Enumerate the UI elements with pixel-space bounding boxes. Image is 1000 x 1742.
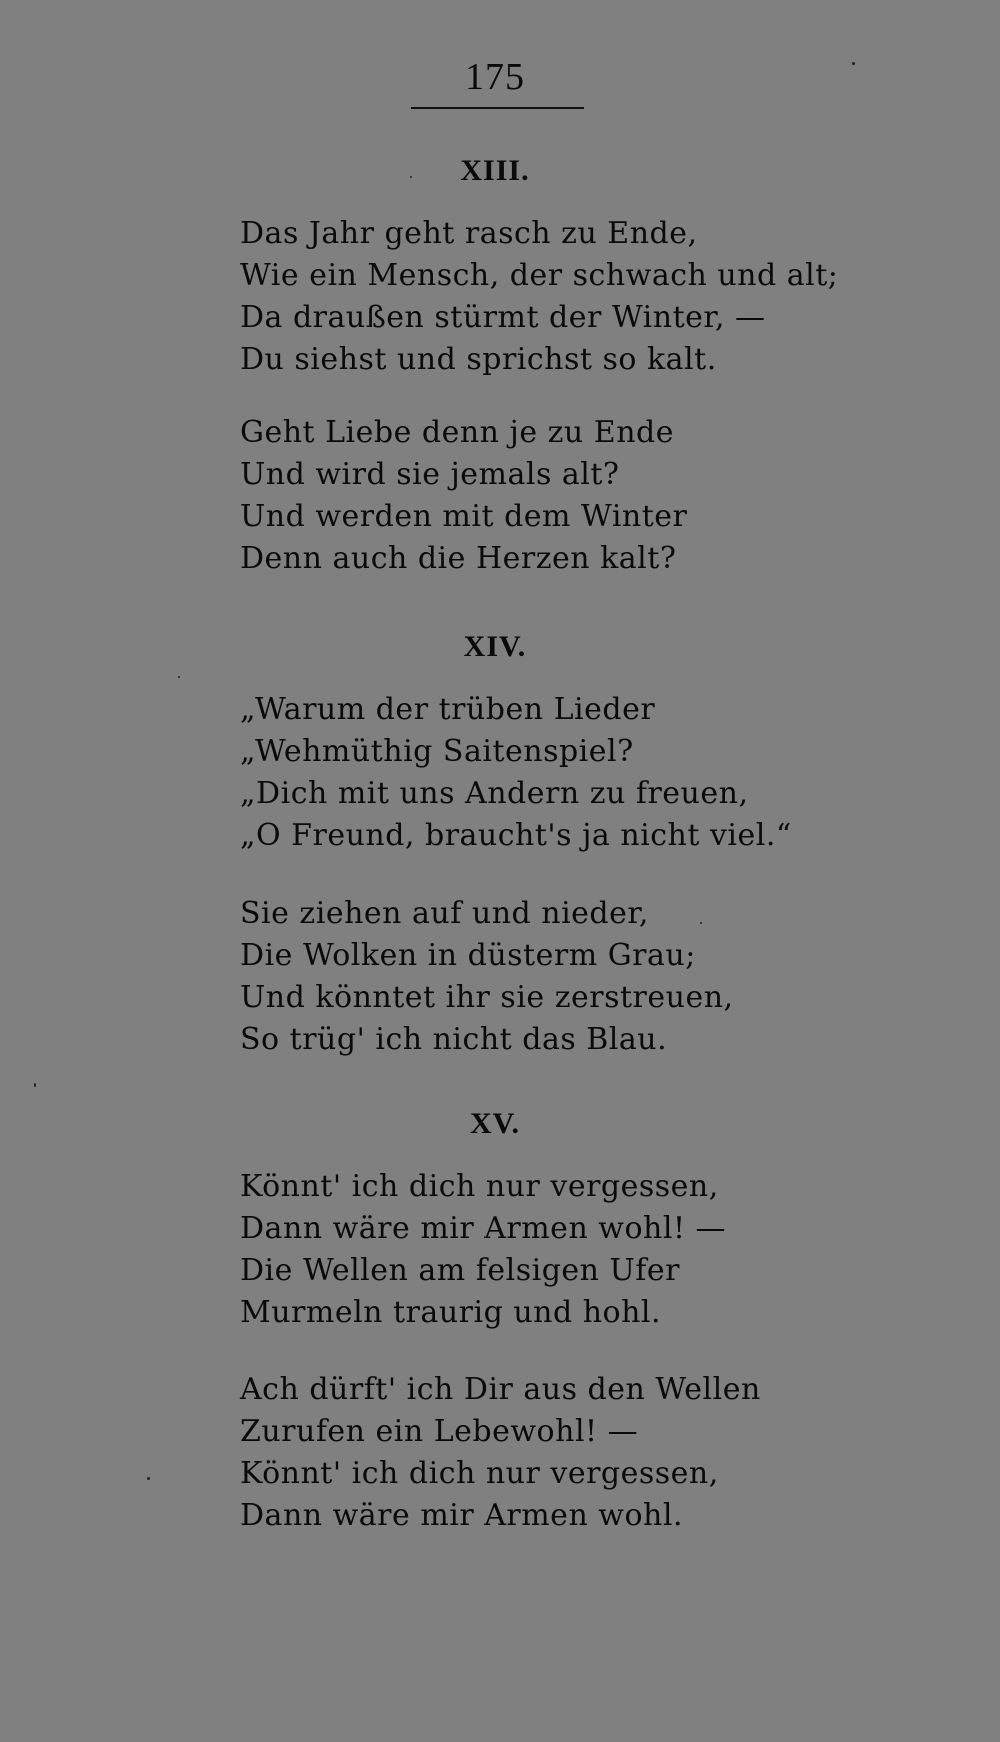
scan-speck <box>700 922 702 924</box>
stanza-xiii-1 <box>240 213 838 381</box>
stanza-xiv-1 <box>240 689 792 857</box>
section-heading-xv: XV. <box>470 1107 520 1140</box>
verse-line: Zurufen ein Lebewohl! — <box>240 1414 639 1449</box>
verse-line: Denn auch die Herzen kalt? <box>240 541 677 576</box>
page-number: 175 <box>465 56 525 98</box>
section-heading-xiv: XIV. <box>463 630 527 663</box>
stanza-xv-2 <box>240 1369 761 1537</box>
verse-line: Da draußen stürmt der Winter, — <box>240 300 766 335</box>
verse-line: Du siehst und sprichst so kalt. <box>240 342 717 377</box>
verse-line: „O Freund, braucht's ja nicht viel.“ <box>240 818 792 853</box>
verse-line: Geht Liebe denn je zu Ende <box>240 415 674 450</box>
scan-speck <box>410 176 412 178</box>
verse-line: „Warum der trüben Lieder <box>240 692 656 727</box>
verse-line: Wie ein Mensch, der schwach und alt; <box>240 258 839 293</box>
verse-line: Und könntet ihr sie zerstreuen, <box>240 980 734 1015</box>
verse-line: Könnt' ich dich nur vergessen, <box>240 1169 719 1204</box>
scan-speck <box>147 1477 150 1480</box>
verse-line: So trüg' ich nicht das Blau. <box>240 1022 668 1057</box>
stanza-xv-1 <box>240 1166 726 1334</box>
verse-line: Die Wellen am felsigen Ufer <box>240 1253 680 1288</box>
verse-line: Und werden mit dem Winter <box>240 499 688 534</box>
verse-line: Ach dürft' ich Dir aus den Wellen <box>240 1372 761 1407</box>
scan-speck <box>34 1083 36 1087</box>
verse-line: Dann wäre mir Armen wohl! — <box>240 1211 727 1246</box>
verse-line: Und wird sie jemals alt? <box>240 457 620 492</box>
verse-line: Murmeln traurig und hohl. <box>240 1295 662 1330</box>
verse-line: Die Wolken in düsterm Grau; <box>240 938 696 973</box>
verse-line: Das Jahr geht rasch zu Ende, <box>240 216 698 251</box>
stanza-xiii-2 <box>240 412 687 580</box>
scan-speck <box>852 62 855 65</box>
verse-line: Dann wäre mir Armen wohl. <box>240 1498 683 1533</box>
verse-line: „Dich mit uns Andern zu freuen, <box>240 776 749 811</box>
header-rule <box>411 107 584 109</box>
verse-line: Könnt' ich dich nur vergessen, <box>240 1456 719 1491</box>
verse-line: „Wehmüthig Saitenspiel? <box>240 734 634 769</box>
verse-line: Sie ziehen auf und nieder, <box>240 896 649 931</box>
section-heading-xiii: XIII. <box>460 154 530 187</box>
scan-speck <box>178 676 180 678</box>
stanza-xiv-2 <box>240 893 734 1061</box>
